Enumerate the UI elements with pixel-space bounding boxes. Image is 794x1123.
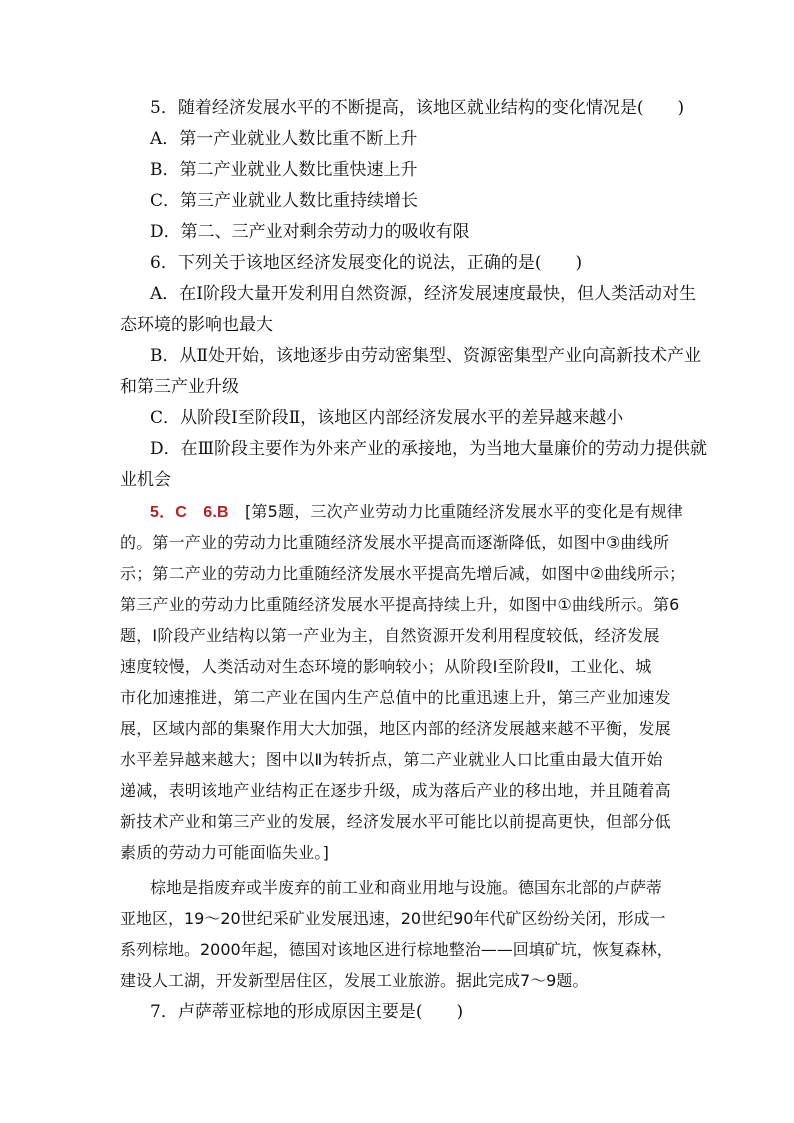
passage-line: 建设人工湖，开发新型居住区，发展工业旅游。据此完成7～9题。 (120, 971, 589, 990)
question-6-option-a: A．在Ⅰ阶段大量开发利用自然资源，经济发展速度最快，但人类活动对生 (150, 284, 696, 304)
explanation-line: 水平差异越来越大；图中以Ⅱ为转折点，第二产业就业人口比重由最大值开始 (120, 750, 663, 769)
question-7-stem: 7．卢萨蒂亚棕地的形成原因主要是( ) (150, 1002, 464, 1022)
answer-explanation-line (150, 500, 683, 525)
explanation-line: 素质的劳动力可能面临失业。] (120, 843, 330, 862)
question-5-option-d: D．第二、三产业对剩余劳动力的吸收有限 (150, 222, 470, 242)
question-5-option-a: A．第一产业就业人数比重不断上升 (150, 129, 418, 149)
question-6-option-b-cont: 和第三产业升级 (120, 377, 239, 397)
explanation-line: 速度较慢，人类活动对生态环境的影响较小；从阶段Ⅰ至阶段Ⅱ，工业化、城 (120, 657, 652, 676)
explanation-line: 第三产业的劳动力比重随经济发展水平提高持续上升，如图中①曲线所示。第6 (120, 595, 680, 614)
question-6-option-d-cont: 业机会 (120, 470, 171, 490)
question-6-option-c: C．从阶段Ⅰ至阶段Ⅱ，该地区内部经济发展水平的差异越来越小 (150, 408, 624, 428)
question-5-stem: 5．随着经济发展水平的不断提高，该地区就业结构的变化情况是( ) (150, 98, 685, 118)
explanation-line: 示；第二产业的劳动力比重随经济发展水平提高先增后减，如图中②曲线所示； (120, 564, 686, 583)
question-6-option-d: D．在Ⅲ阶段主要作为外来产业的承接地，为当地大量廉价的劳动力提供就 (150, 439, 708, 459)
explanation-line: 市化加速推进，第二产业在国内生产总值中的比重迅速上升，第三产业加速发 (120, 688, 671, 707)
passage-line: 棕地是指废弃或半废弃的前工业和商业用地与设施。德国东北部的卢萨蒂 (150, 878, 663, 897)
question-5-option-c: C．第三产业就业人数比重持续增长 (150, 191, 419, 211)
explanation-line: 新技术产业和第三产业的发展，经济发展水平可能比以前提高更快，但部分低 (120, 812, 671, 831)
question-6-option-b: B．从Ⅱ处开始，该地逐步由劳动密集型、资源密集型产业向高新技术产业 (150, 346, 702, 366)
question-6-option-a-cont: 态环境的影响也最大 (120, 315, 273, 335)
explanation-line: 展，区域内部的集聚作用大大加强，地区内部的经济发展越来越不平衡，发展 (120, 719, 671, 738)
passage-line: 亚地区，19～20世纪采矿业发展迅速，20世纪90年代矿区纷纷关闭，形成一 (120, 909, 666, 928)
explanation-line: 的。第一产业的劳动力比重随经济发展水平提高而逐渐降低，如图中③曲线所 (120, 533, 670, 552)
explanation-line: 递减，表明该地产业结构正在逐步升级，成为落后产业的移出地，并且随着高 (120, 781, 671, 800)
passage-line: 系列棕地。2000年起，德国对该地区进行棕地整治——回填矿坑，恢复森林， (120, 940, 673, 959)
question-5-option-b: B．第二产业就业人数比重快速上升 (150, 160, 418, 180)
explanation-text: [第5题，三次产业劳动力比重随经济发展水平的变化是有规律 (244, 502, 683, 521)
answer-key: 5．C 6.B (150, 504, 229, 521)
explanation-line: 题，Ⅰ阶段产业结构以第一产业为主，自然资源开发利用程度较低，经济发展 (120, 626, 660, 645)
question-6-stem: 6．下列关于该地区经济发展变化的说法，正确的是( ) (150, 253, 583, 273)
